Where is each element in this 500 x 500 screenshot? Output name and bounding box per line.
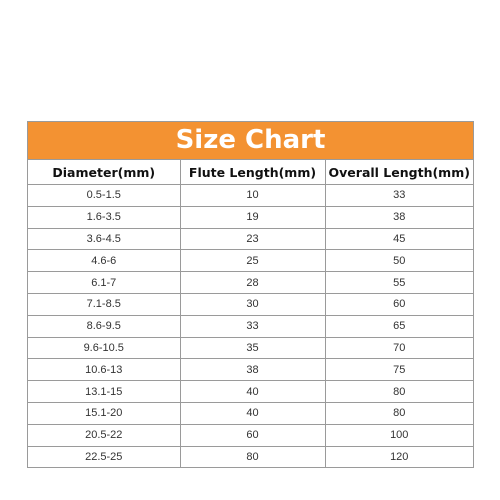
- overall-length-cell: 80: [325, 402, 473, 424]
- table-row: [28, 272, 473, 294]
- overall-length-cell: 120: [390, 450, 409, 463]
- flute-length-cell: 40: [180, 381, 325, 403]
- flute-length-cell: 19: [180, 206, 325, 228]
- size-table: [28, 160, 473, 467]
- diameter-cell: 13.1-15: [28, 381, 180, 403]
- flute-length-cell: 10: [180, 185, 325, 207]
- table-row: [28, 359, 473, 381]
- overall-length-cell: 50: [325, 250, 473, 272]
- flute-length-cell: 30: [180, 293, 325, 315]
- table-row: [28, 228, 473, 250]
- diameter-cell: 1.6-3.5: [28, 206, 180, 228]
- table-row: [28, 206, 473, 228]
- overall-length-cell: 100: [325, 424, 473, 446]
- diameter-cell: 9.6-10.5: [28, 337, 180, 359]
- diameter-cell: 3.6-4.5: [28, 228, 180, 250]
- flute-length-cell: 23: [180, 228, 325, 250]
- column-header-overall-length: Overall Length(mm): [325, 160, 473, 185]
- overall-length-cell: 75: [325, 359, 473, 381]
- table-row: [28, 381, 473, 403]
- table-row: [28, 424, 473, 446]
- chart-title: Size Chart: [28, 122, 473, 160]
- overall-length-cell: 65: [325, 315, 473, 337]
- overall-length-cell: 55: [325, 272, 473, 294]
- overall-length-cell: 70: [325, 337, 473, 359]
- flute-length-cell: 38: [180, 359, 325, 381]
- overall-length-cell: 60: [325, 293, 473, 315]
- table-header-row: [28, 160, 473, 185]
- table-row: [28, 402, 473, 424]
- diameter-cell: 8.6-9.5: [28, 315, 180, 337]
- flute-length-cell: 80: [180, 446, 325, 467]
- diameter-cell: 6.1-7: [28, 272, 180, 294]
- overall-length-cell: 33: [325, 185, 473, 207]
- overall-length-cell: 80: [325, 381, 473, 403]
- table-row: [28, 293, 473, 315]
- table-row: [28, 250, 473, 272]
- flute-length-cell: 35: [180, 337, 325, 359]
- table-row: [28, 315, 473, 337]
- flute-length-cell: 33: [180, 315, 325, 337]
- diameter-cell: 20.5-22: [28, 424, 180, 446]
- table-row: [28, 446, 473, 467]
- diameter-cell: 15.1-20: [28, 402, 180, 424]
- column-header-flute-length: Flute Length(mm): [180, 160, 325, 185]
- diameter-cell: 0.5-1.5: [28, 185, 180, 207]
- flute-length-cell: 28: [180, 272, 325, 294]
- diameter-cell: 7.1-8.5: [28, 293, 180, 315]
- table-row: [28, 185, 473, 207]
- overall-length-cell: 38: [325, 206, 473, 228]
- column-header-diameter: Diameter(mm): [28, 160, 180, 185]
- size-chart: [27, 121, 474, 468]
- flute-length-cell: 40: [180, 402, 325, 424]
- diameter-cell: 4.6-6: [28, 250, 180, 272]
- table-row: [28, 337, 473, 359]
- flute-length-cell: 60: [180, 424, 325, 446]
- flute-length-cell: 25: [180, 250, 325, 272]
- overall-length-cell: 45: [325, 228, 473, 250]
- diameter-cell: 22.5-25: [28, 446, 180, 467]
- diameter-cell: 10.6-13: [28, 359, 180, 381]
